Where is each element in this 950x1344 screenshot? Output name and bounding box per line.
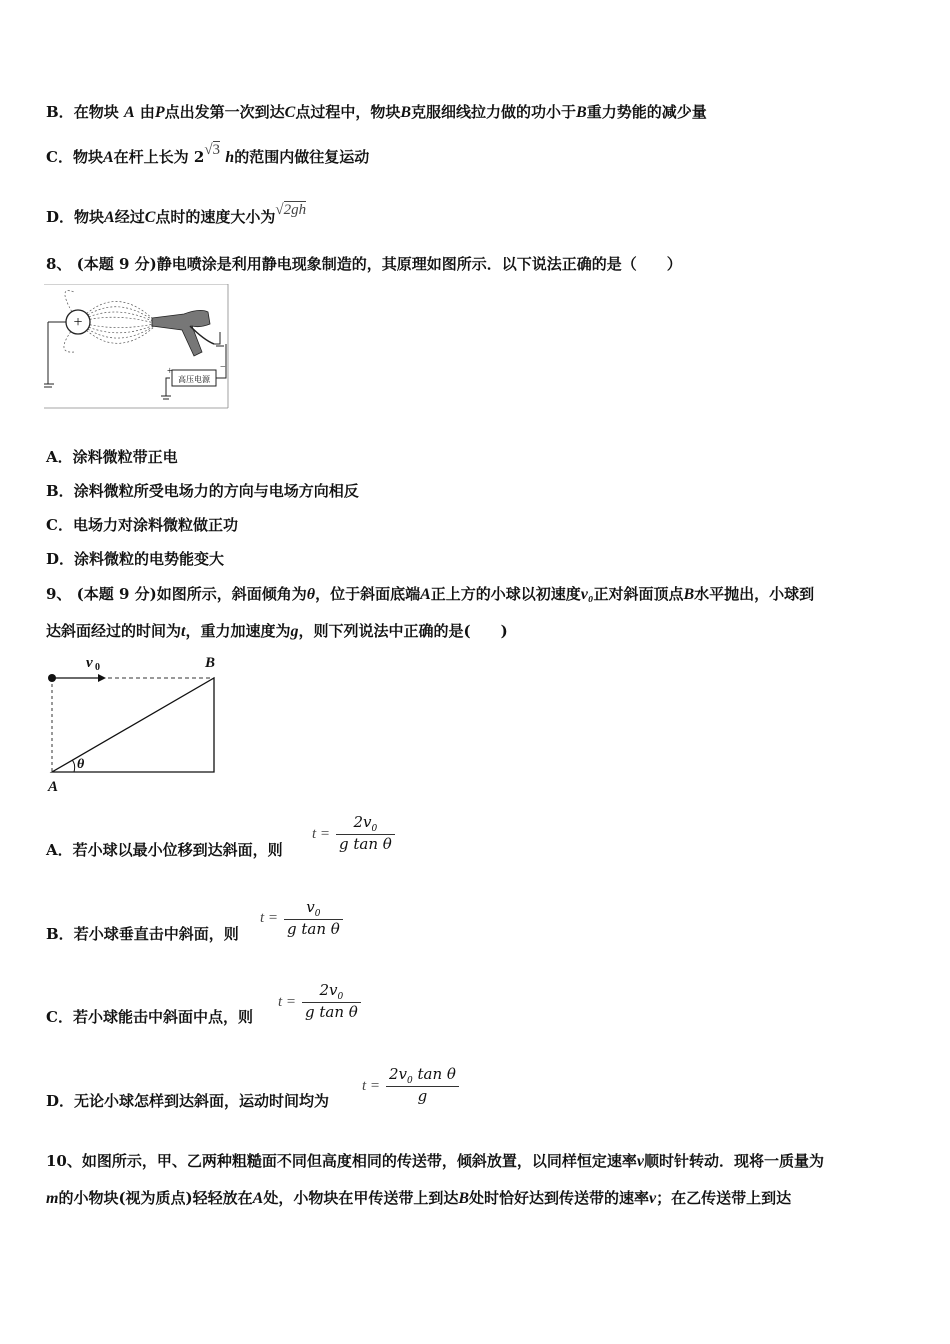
q9-b-t: t = — [260, 910, 279, 926]
sqrt-2gh: √2gh — [275, 202, 307, 218]
q9-b-fraction: $\frac{v_0}{\text{g tan θ}}$ — [284, 898, 343, 938]
q9-a-t: t = — [312, 826, 331, 842]
v0-subscript: 0 — [95, 662, 100, 673]
q7-option-d: D．物块A经过C点时的速度大小为√2gh — [46, 202, 307, 226]
q10-line1: 10、如图所示，甲、乙两种粗糙面不同但高度相同的传送带，倾斜放置，以同样恒定速率v顺时针转动．现将一质量为 — [46, 1152, 825, 1170]
q8-option-d: D．涂料微粒的电势能变大 — [46, 550, 225, 568]
ball — [48, 674, 56, 682]
v0-label: v — [86, 655, 93, 671]
q9-d-t: t = — [362, 1078, 381, 1094]
supply-label: 高压电源 — [178, 375, 210, 384]
q9-stem-line1: 9、 (本题 9 分)如图所示，斜面倾角为θ，位于斜面底端A正上方的小球以初速度v₀正对斜面顶点B水平抛出，小球到 — [46, 585, 815, 603]
q9-stem-line2: 达斜面经过的时间为t，重力加速度为g，则下列说法中正确的是( ) — [46, 622, 508, 640]
q7-option-c: C．物块A在杆上长为 2√3 h的范围内做往复运动 — [46, 142, 370, 166]
q9-option-d: D．无论小球怎样到达斜面，运动时间均为 — [46, 1092, 330, 1110]
q9-option-a: A．若小球以最小位移到达斜面，则 — [46, 841, 283, 859]
q10-line2: m的小物块(视为质点)轻轻放在A处，小物块在甲传送带上到达B处时恰好达到传送带的速率v；在乙传送带上到达 — [46, 1189, 792, 1207]
electrostatic-spray-figure — [44, 284, 230, 412]
q9-c-fraction: $\frac{2v_0}{\text{g tan θ}}$ — [302, 981, 361, 1021]
q7-option-b: B．在物块 A 由P点出发第一次到达C点过程中，物块B克服细线拉力做的功小于B重力势能的减少量 — [46, 103, 707, 121]
q9-option-b: B．若小球垂直击中斜面，则 — [46, 925, 239, 943]
q8-option-a: A．涂料微粒带正电 — [46, 448, 178, 466]
q9-d-fraction: $\frac{2v_0 \tan \theta}{g}$ — [386, 1065, 459, 1105]
spray-gun-icon — [152, 310, 210, 356]
label-b: B — [205, 655, 216, 671]
label-theta: θ — [77, 757, 85, 772]
supply-minus: − — [220, 362, 226, 373]
plus-sign: + — [73, 314, 83, 331]
q9-c-t: t = — [278, 994, 297, 1010]
q9-option-c: C．若小球能击中斜面中点，则 — [46, 1008, 253, 1026]
q8-option-c: C．电场力对涂料微粒做正功 — [46, 516, 238, 534]
q8-option-b: B．涂料微粒所受电场力的方向与电场方向相反 — [46, 482, 359, 500]
supply-plus: + — [167, 366, 173, 377]
sqrt-3: √3 — [204, 142, 221, 158]
incline-projectile-figure — [40, 650, 230, 796]
q8-stem: 8、 (本题 9 分)静电喷涂是利用静电现象制造的，其原理如图所示．以下说法正确的是（ ） — [46, 255, 682, 273]
label-a: A — [48, 779, 59, 795]
q9-a-fraction: $\frac{2v_0}{\text{g tan θ}}$ — [336, 813, 395, 853]
